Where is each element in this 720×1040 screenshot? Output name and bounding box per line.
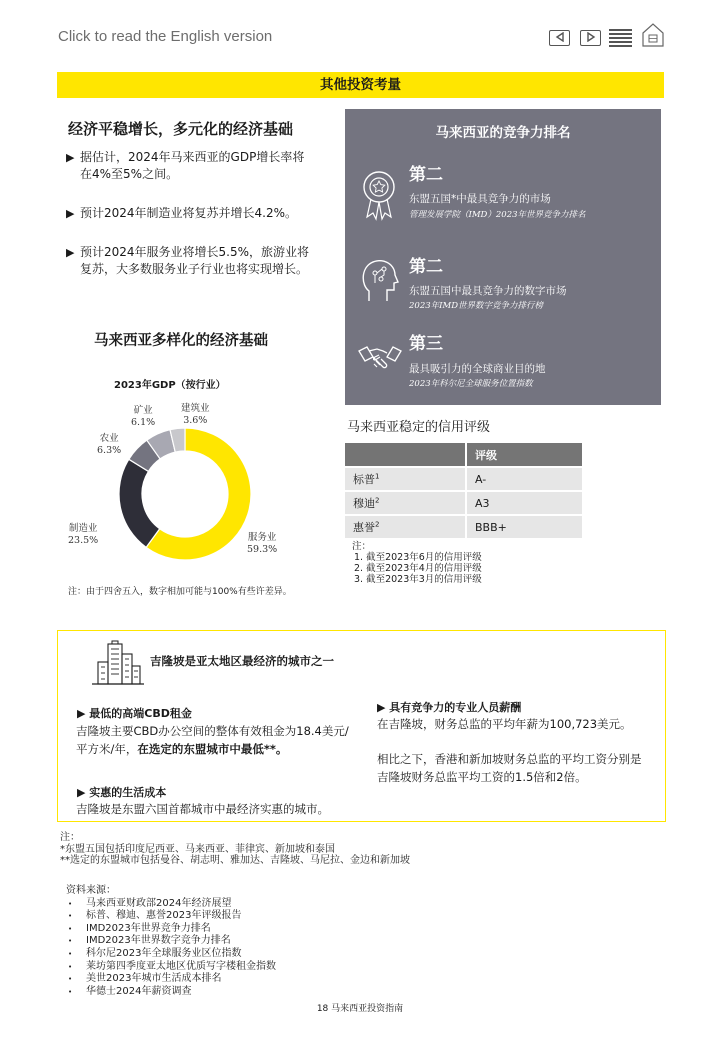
cost-heading-text: 实惠的生活成本 [89,786,167,799]
bullet-arrow-icon: ▶ [66,246,75,259]
agency-footnote: 2 [375,496,380,505]
growth-bullet-3 [66,244,336,278]
bullet-line: 在4%至5%之间。 [80,167,179,181]
cost-heading [77,784,166,800]
menu-button[interactable] [609,29,632,47]
rating-cell: A- [466,467,582,491]
bullet-arrow-icon: ▶ [77,707,90,720]
credit-rating-table [345,443,582,540]
label-manufacturing-name: 制造业 [68,523,98,534]
salary-comparison-text [377,750,642,786]
label-services-value: 59.3% [247,544,278,555]
credit-note-item: 3. 截至2023年3月的信用评级 [354,574,482,585]
table-row [345,491,582,515]
rank-2-description: 东盟五国中最具竞争力的数字市场 [409,285,567,297]
digital-head-icon [357,255,401,305]
source-item: • IMD2023年世界数字竞争力排名 [66,935,276,948]
rent-text-bold: 在选定的东盟城市中最低**。 [137,742,288,756]
chart-title: 2023年GDP（按行业） [114,380,226,391]
agency-name: 标普 [353,473,375,486]
salary-heading [377,699,521,715]
bullet-line: 预计2024年服务业将增长5.5%，旅游业将 [80,245,310,259]
previous-arrow-icon [555,32,565,42]
rating-cell: A3 [466,491,582,515]
rent-text-plain: 平方米/年， [76,742,138,756]
rating-cell: BBB+ [466,515,582,539]
source-item: • IMD2023年世界竞争力排名 [66,923,276,936]
label-mining-value: 6.1% [131,417,156,428]
bullet-arrow-icon: ▶ [66,207,75,220]
handshake-icon [357,343,403,377]
previous-page-button[interactable] [549,30,570,46]
salary-heading-text: 具有竞争力的专业人员薪酬 [389,701,522,714]
credit-notes-label: 注： [352,541,372,552]
credit-note-item: 2. 截至2023年4月的信用评级 [354,563,482,574]
credit-note-item: 1. 截至2023年6月的信用评级 [354,552,482,563]
agency-cell [345,467,466,491]
bullet-line: 据估计，2024年马来西亚的GDP增长率将 [80,150,305,164]
city-buildings-icon [92,640,144,688]
rank-3-source: 2023年科尔尼全球服务位置指数 [409,379,533,389]
source-item: • 莱坊第四季度亚太地区优质写字楼租金指数 [66,961,276,974]
rent-text-line [76,740,349,758]
label-construction-name: 建筑业 [181,403,210,414]
rent-heading [77,705,192,721]
comparison-line: 吉隆坡财务总监平均工资的1.5倍和2倍。 [377,770,587,784]
footnotes-label: 注： [60,832,80,843]
rank-2-number: 第二 [409,257,443,277]
kl-box-title: 吉隆坡是亚太地区最经济的城市之一 [150,654,334,668]
credit-rating-heading: 马来西亚稳定的信用评级 [347,420,491,435]
label-agriculture [97,433,121,457]
footnotes [60,832,410,867]
label-mining [131,405,155,429]
next-arrow-icon [586,32,596,42]
credit-notes [352,541,482,585]
donut-slice-1 [119,459,160,547]
home-icon [641,22,665,48]
growth-bullet-2 [66,205,336,222]
agency-footnote: 2 [375,520,380,529]
ranking-title: 马来西亚的竞争力排名 [435,125,571,141]
agency-name: 惠誉 [353,521,375,534]
bullet-arrow-icon: ▶ [66,151,75,164]
agency-footnote: 1 [375,472,380,481]
sources-list [66,885,276,998]
page-footer: 18 马来西亚投资指南 [316,1004,404,1014]
salary-text: 在吉隆坡，财务总监的平均年薪为100,723美元。 [377,717,632,731]
table-row [345,467,582,491]
source-item: • 美世2023年城市生活成本排名 [66,973,276,986]
next-page-button[interactable] [580,30,601,46]
bullet-line: 复苏，大多数服务业子行业也将实现增长。 [80,262,309,276]
label-construction [181,403,210,427]
label-construction-value: 3.6% [183,415,208,426]
sources-label: 资料来源： [66,885,116,896]
footnote-line: **选定的东盟城市包括曼谷、胡志明、雅加达、吉隆坡、马尼拉、金边和新加坡 [60,855,410,866]
source-item: • 马来西亚财政部2024年经济展望 [66,898,276,911]
footnote-line: *东盟五国包括印度尼西亚、马来西亚、菲律宾、新加坡和泰国 [60,843,335,855]
bullet-arrow-icon: ▶ [377,701,390,714]
agency-cell [345,491,466,515]
table-header-row [345,443,582,467]
label-manufacturing [68,523,98,547]
rank-3-description: 最具吸引力的全球商业目的地 [409,363,546,375]
rent-heading-text: 最低的高端CBD租金 [89,707,192,720]
header-rating: 评级 [466,443,582,467]
competitiveness-ranking-panel [345,109,661,405]
rank-1-number: 第二 [409,165,443,185]
rank-2-source: 2023年IMD世界数字竞争力排行榜 [409,301,544,311]
label-agriculture-value: 6.3% [97,445,122,456]
rank-1-source: 管理发展学院（IMD）2023年世界竞争力排名 [409,210,586,220]
rank-3-number: 第三 [409,334,443,354]
section-title: 其他投资考量 [57,72,664,98]
cost-text: 吉隆坡是东盟六国首都城市中最经济实惠的城市。 [76,802,329,816]
comparison-line: 相比之下，香港和新加坡财务总监的平均工资分别是 [377,752,642,766]
label-mining-name: 矿业 [133,405,153,416]
bullet-arrow-icon: ▶ [77,786,90,799]
diverse-economy-heading: 马来西亚多样化的经济基础 [94,333,268,349]
home-button[interactable] [641,22,665,48]
rent-text [76,722,349,758]
header-empty-cell [345,443,466,467]
growth-bullet-1 [66,149,336,183]
label-manufacturing-value: 23.5% [68,535,99,546]
rank-1-description: 东盟五国*中最具竞争力的市场 [409,193,551,205]
label-services [247,532,277,556]
agency-name: 穆迪 [353,497,375,510]
growth-heading: 经济平稳增长，多元化的经济基础 [68,120,294,138]
award-medal-icon [357,167,401,223]
rent-text-line: 吉隆坡主要CBD办公空间的整体有效租金为18.4美元/ [76,724,349,738]
chart-note: 注：由于四舍五入，数字相加可能与100%有些许差异。 [68,587,292,597]
label-services-name: 服务业 [247,532,277,543]
english-version-link[interactable]: Click to read the English version [58,28,273,45]
bullet-line: 预计2024年制造业将复苏并增长4.2%。 [80,206,298,220]
table-row [345,515,582,539]
source-item: • 科尔尼2023年全球服务业区位指数 [66,948,276,961]
agency-cell [345,515,466,539]
label-agriculture-name: 农业 [99,433,119,444]
source-item: • 标普、穆迪、惠誉2023年评级报告 [66,910,276,923]
source-item: • 华德士2024年薪资调查 [66,986,276,999]
